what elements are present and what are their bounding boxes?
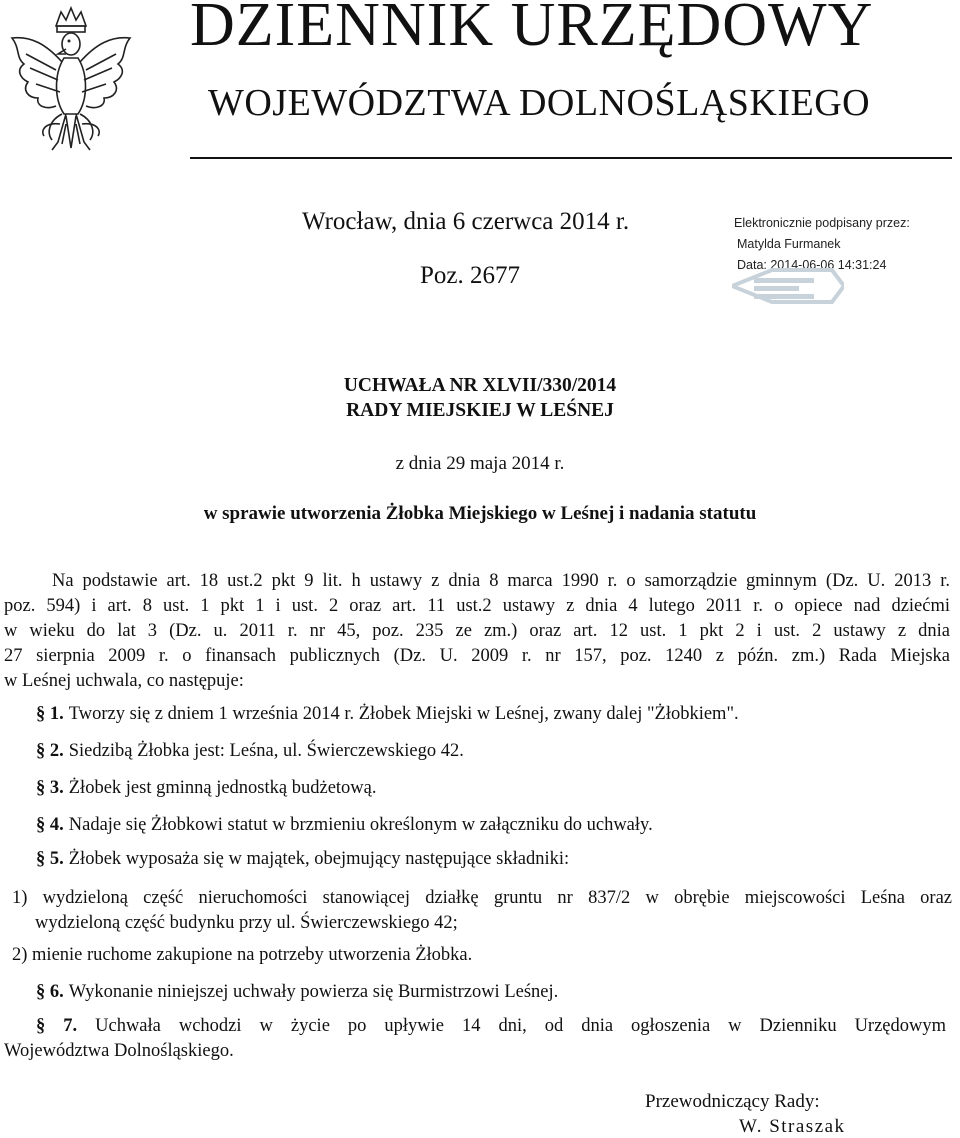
list-item-line: 2) mienie ruchome zakupione na potrzeby utworzenia Żłobka. [12, 945, 473, 965]
header-divider [190, 157, 952, 159]
place-and-date: Wrocław, dnia 6 czerwca 2014 r. [302, 208, 630, 235]
signer-name: Matylda Furmanek [737, 237, 841, 251]
paragraph-text: Siedzibą Żłobka jest: Leśna, ul. Świerczewskiego 42. [68, 741, 464, 761]
coat-of-arms-eagle-icon [6, 4, 136, 154]
signature-date: Data: 2014-06-06 14:31:24 [737, 258, 887, 272]
paragraph-1 [36, 704, 739, 725]
paragraph-4 [36, 815, 653, 836]
paragraph-2 [36, 741, 464, 762]
list-item-line: wydzieloną część budynku przy ul. Świerczewskiego 42; [35, 913, 458, 933]
preamble-line: w wieku do lat 3 (Dz. u. 2011 r. nr 45, poz. 235 ze zm.) oraz art. 12 ust. 1 pkt 2 i ust. 2 ustawy z dnia [4, 621, 950, 641]
paragraph-text: Nadaje się Żłobkowi statut w brzmieniu określonym w załączniku do uchwały. [68, 815, 653, 835]
paragraph-3 [36, 778, 377, 799]
signature-heading: Elektronicznie podpisany przez: [734, 216, 910, 230]
paragraph-text: Tworzy się z dniem 1 września 2014 r. Żłobek Miejski w Leśnej, zwany dalej "Żłobkiem". [68, 704, 739, 724]
paragraph-number: § 1. [36, 704, 64, 724]
resolution-title: UCHWAŁA NR XLVII/330/2014 [343, 375, 617, 396]
paragraph-5 [36, 849, 569, 870]
paragraph-7-continuation: Województwa Dolnośląskiego. [4, 1041, 234, 1061]
paragraph-number: § 6. [36, 982, 64, 1002]
resolution-date: z dnia 29 maja 2014 r. [395, 453, 565, 474]
list-item [12, 943, 952, 968]
paragraph-number: § 3. [36, 778, 64, 798]
resolution-council: RADY MIEJSKIEJ W LEŚNEJ [346, 400, 614, 421]
resolution-subject: w sprawie utworzenia Żłobka Miejskiego w Leśnej i nadania statutu [203, 503, 757, 524]
paragraph-text: Wykonanie niniejszej uchwały powierza się Burmistrzowi Leśnej. [68, 982, 559, 1002]
journal-title: DZIENNIK URZĘDOWY [190, 0, 874, 59]
chairman-title: Przewodniczący Rady: [645, 1091, 820, 1112]
paragraph-number: § 5. [36, 849, 64, 869]
paragraph-7 [36, 1016, 946, 1037]
preamble-line: poz. 594) i art. 8 ust. 1 pkt 1 i ust. 2 oraz art. 11 ust.2 ustawy z dnia 4 lutego 2011 r. o opiece nad dziećmi [4, 596, 950, 616]
list-item [12, 886, 952, 936]
journal-subtitle: WOJEWÓDZTWA DOLNOŚLĄSKIEGO [208, 82, 871, 124]
preamble-line: 27 sierpnia 2009 r. o finansach publicznych (Dz. U. 2009 r. nr 157, poz. 1240 z późn. zm.) Rada Miejska [4, 646, 950, 666]
preamble [4, 569, 950, 694]
paragraph-text: Żłobek jest gminną jednostką budżetową. [68, 778, 377, 798]
preamble-line: Na podstawie art. 18 ust.2 pkt 9 lit. h ustawy z dnia 8 marca 1990 r. o samorządzie gminnym (Dz. U. 2013 r. [52, 571, 950, 591]
signature-logo-icon [732, 266, 844, 308]
paragraph-text: Uchwała wchodzi w życie po upływie 14 dni, od dnia ogłoszenia w Dzienniku Urzędowym [95, 1016, 947, 1036]
preamble-line: w Leśnej uchwala, co następuje: [4, 671, 244, 691]
chairman-name: W. Straszak [739, 1116, 846, 1137]
paragraph-number: § 4. [36, 815, 64, 835]
paragraph-number: § 2. [36, 741, 64, 761]
paragraph-number: § 7. [36, 1016, 78, 1036]
paragraph-6 [36, 982, 558, 1003]
paragraph-text: Żłobek wyposaża się w majątek, obejmujący następujące składniki: [68, 849, 570, 869]
list-item-line: 1) wydzieloną część nieruchomości stanowiącej działkę gruntu nr 837/2 w obrębie miejscowości Leśna oraz [12, 888, 952, 908]
position-number: Poz. 2677 [420, 262, 520, 289]
